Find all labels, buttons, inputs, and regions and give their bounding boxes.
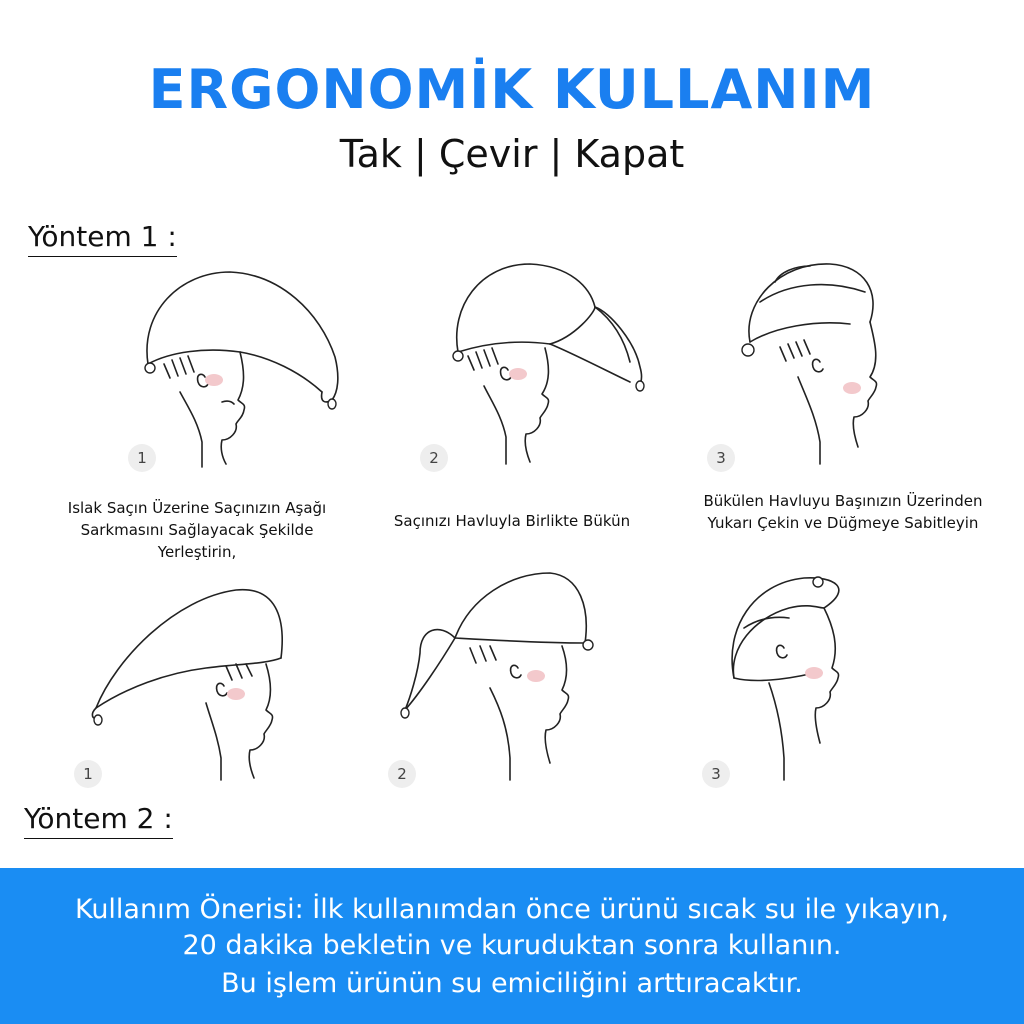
method-1-step-1-number: 1 (128, 444, 156, 472)
method-2-step-2-number: 2 (388, 760, 416, 788)
method-1-step-2-caption: Saçınızı Havluyla Birlikte Bükün (393, 512, 631, 530)
method-1-step-2-number: 2 (420, 444, 448, 472)
page-title: ERGONOMİK KULLANIM (148, 58, 876, 121)
method-1-step-1-illustration (110, 252, 370, 472)
method-1-step-1-caption: Islak Saçın Üzerine Saçınızın Aşağı Sarkmasını Sağlayacak Şekilde Yerleştirin, (67, 499, 327, 561)
method-1-step-2-illustration (420, 252, 680, 472)
method-1-label: Yöntem 1 : (28, 220, 177, 257)
method-2-step-1-illustration (76, 568, 336, 788)
method-2-step-3-illustration (714, 568, 974, 788)
method-2-step-3-number: 3 (702, 760, 730, 788)
method-1-step-3-caption: Bükülen Havluyu Başınızın Üzerinden Yukarı Çekin ve Düğmeye Sabitleyin (703, 492, 983, 532)
method-1-step-3-number: 3 (707, 444, 735, 472)
page-subtitle: Tak | Çevir | Kapat (339, 132, 685, 176)
usage-tip-line-1: Kullanım Önerisi: İlk kullanımdan önce ürünü sıcak su ile yıkayın, (74, 894, 950, 925)
method-2-step-1-number: 1 (74, 760, 102, 788)
method-2-label: Yöntem 2 : (24, 802, 173, 839)
usage-tip-line-3: Bu işlem ürünün su emiciliğini arttıracaktır. (221, 968, 803, 999)
usage-tip-line-2: 20 dakika bekletin ve kuruduktan sonra kullanın. (182, 930, 842, 961)
usage-tip-banner (0, 868, 1024, 1024)
method-2-step-2-illustration (390, 568, 650, 788)
method-1-step-3-illustration (720, 252, 980, 472)
